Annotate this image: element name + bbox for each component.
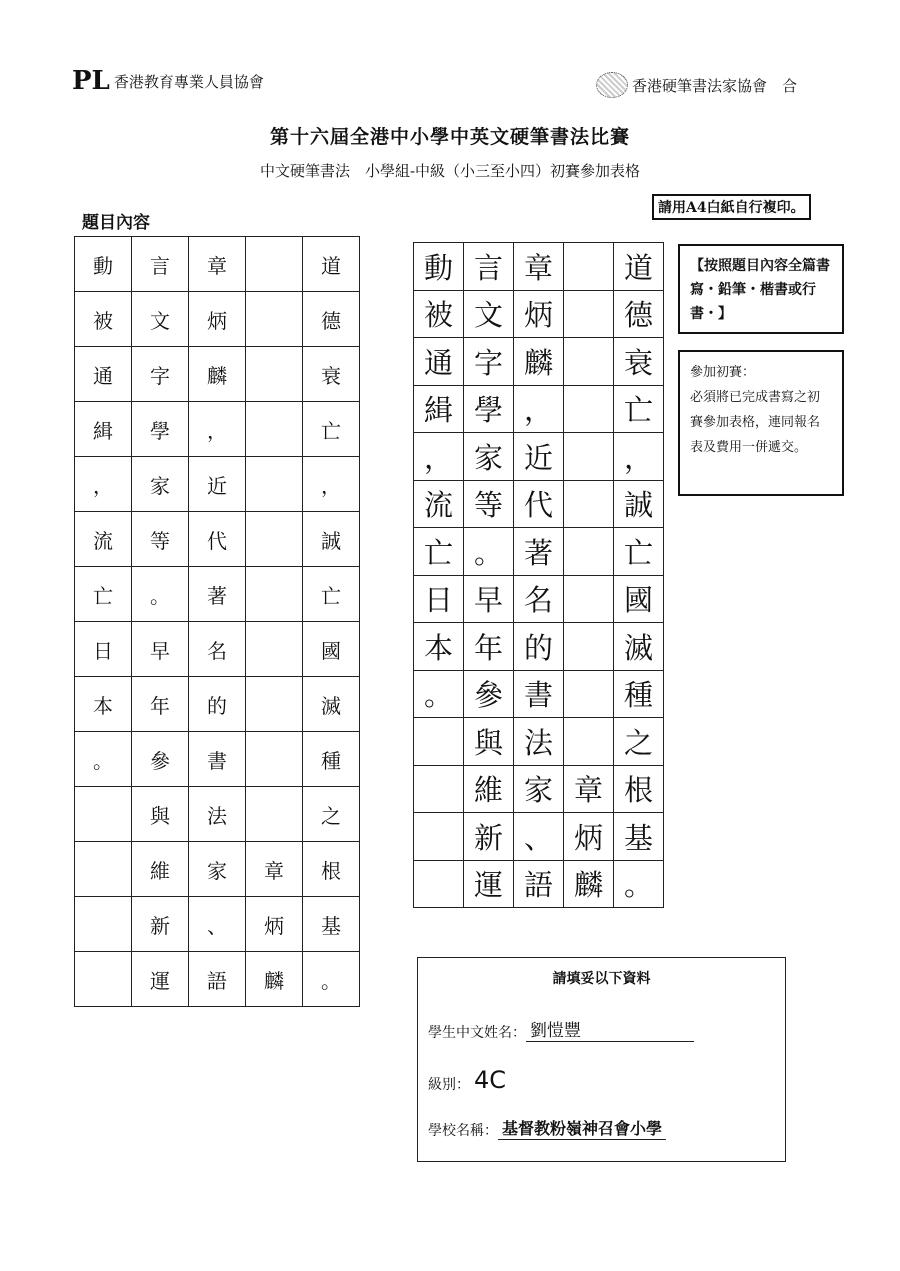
handwriting-grid-cell: 炳 xyxy=(514,290,564,338)
handwriting-grid-cell xyxy=(564,385,614,433)
reference-grid-cell: 法 xyxy=(189,787,246,842)
reference-grid-cell: 亡 xyxy=(303,567,360,622)
reference-grid-cell xyxy=(75,787,132,842)
reference-grid-cell: 代 xyxy=(189,512,246,567)
reference-grid-cell: 字 xyxy=(132,347,189,402)
reference-grid-row xyxy=(75,732,360,787)
reference-grid-cell: 麟 xyxy=(246,952,303,1007)
reference-grid-cell: 近 xyxy=(189,457,246,512)
reference-grid-cell xyxy=(246,677,303,732)
handwriting-grid-row xyxy=(414,765,664,813)
reference-grid-cell: 道 xyxy=(303,237,360,292)
handwriting-grid-cell: ， xyxy=(514,385,564,433)
reference-grid-cell xyxy=(246,292,303,347)
handwriting-grid-cell: 。 xyxy=(414,670,464,718)
reference-grid-cell: ， xyxy=(75,457,132,512)
handwriting-grid-cell: 著 xyxy=(514,528,564,576)
handwriting-grid-cell: 字 xyxy=(464,338,514,386)
handwriting-grid-cell: 種 xyxy=(614,670,664,718)
handwriting-grid-row xyxy=(414,385,664,433)
reference-grid-cell: 章 xyxy=(189,237,246,292)
handwriting-grid-cell: 新 xyxy=(464,813,514,861)
handwriting-grid-cell: 家 xyxy=(464,433,514,481)
reference-grid-cell: 亡 xyxy=(75,567,132,622)
reference-grid-cell: ， xyxy=(303,457,360,512)
handwriting-grid-cell xyxy=(564,243,614,291)
handwriting-grid-cell: 衰 xyxy=(614,338,664,386)
class-field xyxy=(428,1066,536,1094)
reference-grid-cell xyxy=(246,512,303,567)
reference-text-grid xyxy=(74,236,360,1007)
reference-grid-cell: 文 xyxy=(132,292,189,347)
handwriting-grid-cell xyxy=(414,860,464,908)
reference-grid-row xyxy=(75,567,360,622)
handwriting-grid-row xyxy=(414,528,664,576)
reference-grid-cell: 國 xyxy=(303,622,360,677)
entry-instructions-box xyxy=(678,350,844,496)
handwriting-grid-cell: 通 xyxy=(414,338,464,386)
handwriting-grid-cell: 國 xyxy=(614,575,664,623)
handwriting-grid-cell: 早 xyxy=(464,575,514,623)
school-label: 學校名稱： xyxy=(428,1123,498,1139)
name-value[interactable]: 劉愷豐 xyxy=(526,1016,694,1042)
reference-grid-row xyxy=(75,402,360,457)
handwriting-grid-cell: 日 xyxy=(414,575,464,623)
handwriting-grid-cell: 言 xyxy=(464,243,514,291)
handwriting-grid-cell xyxy=(564,338,614,386)
handwriting-grid-cell: 名 xyxy=(514,575,564,623)
pta-logo-icon: PL xyxy=(72,66,110,96)
reference-grid-cell xyxy=(246,237,303,292)
reference-grid-cell: 書 xyxy=(189,732,246,787)
handwriting-grid-cell: 。 xyxy=(614,860,664,908)
handwriting-grid-cell: 亡 xyxy=(414,528,464,576)
reference-grid-cell xyxy=(246,622,303,677)
reference-grid-cell xyxy=(75,897,132,952)
school-field xyxy=(428,1116,666,1140)
reference-grid-cell: 麟 xyxy=(189,347,246,402)
handwriting-grid-cell: 亡 xyxy=(614,385,664,433)
handwriting-grid-cell: 道 xyxy=(614,243,664,291)
reference-grid-cell: 之 xyxy=(303,787,360,842)
school-value[interactable]: 基督教粉嶺神召會小學 xyxy=(498,1116,666,1140)
handwriting-grid-cell: 麟 xyxy=(514,338,564,386)
association-seal-icon xyxy=(596,72,628,98)
handwriting-grid-cell: 的 xyxy=(514,623,564,671)
topic-label: 題目內容 xyxy=(82,213,150,233)
handwriting-grid-cell: 學 xyxy=(464,385,514,433)
reference-grid-cell: 誠 xyxy=(303,512,360,567)
right-org-header xyxy=(596,72,797,98)
handwriting-grid-cell: 滅 xyxy=(614,623,664,671)
reference-grid-cell xyxy=(75,842,132,897)
reference-grid-cell: 語 xyxy=(189,952,246,1007)
reference-grid-cell: 。 xyxy=(132,567,189,622)
handwriting-grid-cell: 、 xyxy=(514,813,564,861)
reference-grid-cell: 通 xyxy=(75,347,132,402)
reference-grid-cell: 與 xyxy=(132,787,189,842)
reference-grid-cell: 年 xyxy=(132,677,189,732)
reference-grid-cell: 德 xyxy=(303,292,360,347)
reference-grid-row xyxy=(75,677,360,732)
left-org-header xyxy=(72,68,264,94)
reference-grid-cell: 被 xyxy=(75,292,132,347)
handwriting-grid-cell: 與 xyxy=(464,718,514,766)
handwriting-grid-cell xyxy=(564,528,614,576)
handwriting-grid-cell xyxy=(414,765,464,813)
handwriting-grid-cell: 基 xyxy=(614,813,664,861)
page-title: 第十六屆全港中小學中英文硬筆書法比賽 xyxy=(269,126,630,148)
reference-grid-cell: 種 xyxy=(303,732,360,787)
handwriting-grid-cell: 等 xyxy=(464,480,514,528)
reference-grid-row xyxy=(75,622,360,677)
reference-grid-cell: 動 xyxy=(75,237,132,292)
handwriting-grid-cell: ， xyxy=(414,433,464,481)
right-org-name: 香港硬筆書法家協會 合 xyxy=(632,76,798,95)
handwriting-grid-cell: 誠 xyxy=(614,480,664,528)
name-label: 學生中文姓名： xyxy=(428,1025,526,1041)
class-value[interactable]: 4C xyxy=(474,1066,507,1094)
handwriting-grid-cell: 代 xyxy=(514,480,564,528)
entry-body: 必須將已完成書寫之初賽參加表格，連同報名表及費用一併遞交。 xyxy=(690,390,821,455)
reference-grid-cell: 維 xyxy=(132,842,189,897)
handwriting-grid-cell: 炳 xyxy=(564,813,614,861)
reference-grid-cell: 新 xyxy=(132,897,189,952)
reference-grid-row xyxy=(75,512,360,567)
handwriting-grid-cell: 語 xyxy=(514,860,564,908)
reference-grid-cell: ， xyxy=(189,402,246,457)
handwriting-grid-cell: 麟 xyxy=(564,860,614,908)
reference-grid-cell: 。 xyxy=(303,952,360,1007)
handwriting-grid-cell: 亡 xyxy=(614,528,664,576)
handwriting-grid-row xyxy=(414,338,664,386)
handwriting-grid-cell: 參 xyxy=(464,670,514,718)
reference-grid-cell xyxy=(75,952,132,1007)
reference-grid-cell: 本 xyxy=(75,677,132,732)
reference-grid-cell: 衰 xyxy=(303,347,360,402)
handwriting-grid-cell: 流 xyxy=(414,480,464,528)
reference-grid-cell: 基 xyxy=(303,897,360,952)
reference-grid-cell: 章 xyxy=(246,842,303,897)
handwriting-grid-cell: 德 xyxy=(614,290,664,338)
handwriting-grid-cell: 書 xyxy=(514,670,564,718)
handwriting-grid-row xyxy=(414,290,664,338)
reference-grid-cell xyxy=(246,457,303,512)
reference-grid-cell: 、 xyxy=(189,897,246,952)
handwriting-grid-row xyxy=(414,243,664,291)
reference-grid-row xyxy=(75,292,360,347)
instruction-box: 【按照題目內容全篇書寫・鉛筆・楷書或行書・】 xyxy=(678,244,844,334)
handwriting-grid-cell: 運 xyxy=(464,860,514,908)
handwriting-grid-cell xyxy=(564,575,614,623)
reference-grid-cell: 炳 xyxy=(246,897,303,952)
handwriting-grid-cell: 動 xyxy=(414,243,464,291)
handwriting-grid-cell: 被 xyxy=(414,290,464,338)
handwriting-grid-cell: 近 xyxy=(514,433,564,481)
info-form-heading: 請填妥以下資料 xyxy=(552,971,651,987)
handwriting-grid-cell xyxy=(564,480,614,528)
reference-grid-cell: 滅 xyxy=(303,677,360,732)
reference-grid-row xyxy=(75,897,360,952)
reference-grid-row xyxy=(75,457,360,512)
handwriting-grid xyxy=(413,242,664,908)
class-label: 級別： xyxy=(428,1077,470,1093)
reference-grid-cell: 炳 xyxy=(189,292,246,347)
handwriting-grid-row xyxy=(414,575,664,623)
reference-grid-cell: 緝 xyxy=(75,402,132,457)
reference-grid-cell: 根 xyxy=(303,842,360,897)
reference-grid-cell xyxy=(246,347,303,402)
reference-grid-cell xyxy=(246,402,303,457)
handwriting-grid-cell xyxy=(564,670,614,718)
handwriting-grid-cell xyxy=(414,813,464,861)
reference-grid-cell: 言 xyxy=(132,237,189,292)
handwriting-grid-cell xyxy=(414,718,464,766)
handwriting-grid-row xyxy=(414,718,664,766)
handwriting-grid-cell xyxy=(564,290,614,338)
handwriting-grid-cell xyxy=(564,433,614,481)
reference-grid-cell: 家 xyxy=(132,457,189,512)
reference-grid-cell xyxy=(246,732,303,787)
handwriting-grid-cell: 章 xyxy=(514,243,564,291)
handwriting-grid-cell xyxy=(564,718,614,766)
handwriting-grid-cell: 章 xyxy=(564,765,614,813)
handwriting-grid-row xyxy=(414,480,664,528)
handwriting-grid-row xyxy=(414,623,664,671)
name-field xyxy=(428,1016,694,1042)
entry-heading: 參加初賽： xyxy=(690,365,756,380)
left-org-name: 香港教育專業人員協會 xyxy=(113,72,264,91)
reference-grid-cell: 亡 xyxy=(303,402,360,457)
handwriting-grid-cell: 根 xyxy=(614,765,664,813)
reference-grid-cell: 著 xyxy=(189,567,246,622)
handwriting-grid-row xyxy=(414,670,664,718)
reference-grid-row xyxy=(75,347,360,402)
handwriting-grid-cell: 法 xyxy=(514,718,564,766)
reference-grid-cell: 等 xyxy=(132,512,189,567)
handwriting-grid-cell: 維 xyxy=(464,765,514,813)
reference-grid-row xyxy=(75,842,360,897)
reference-grid-cell: 學 xyxy=(132,402,189,457)
photocopy-notice: 請用A4白紙自行複印。 xyxy=(652,194,811,220)
handwriting-grid-row xyxy=(414,860,664,908)
reference-grid-cell: 。 xyxy=(75,732,132,787)
page-subtitle: 中文硬筆書法 小學組-中級（小三至小四）初賽參加表格 xyxy=(259,162,641,180)
handwriting-grid-cell: 年 xyxy=(464,623,514,671)
reference-grid-cell: 的 xyxy=(189,677,246,732)
reference-grid-row xyxy=(75,787,360,842)
student-info-form xyxy=(417,957,786,1162)
reference-grid-cell: 參 xyxy=(132,732,189,787)
handwriting-grid-cell: 之 xyxy=(614,718,664,766)
reference-grid-cell: 運 xyxy=(132,952,189,1007)
handwriting-grid-cell: ， xyxy=(614,433,664,481)
handwriting-grid-cell: 緝 xyxy=(414,385,464,433)
reference-grid-cell: 流 xyxy=(75,512,132,567)
handwriting-grid-cell: 。 xyxy=(464,528,514,576)
reference-grid-cell: 日 xyxy=(75,622,132,677)
handwriting-grid-cell xyxy=(564,623,614,671)
reference-grid-cell: 早 xyxy=(132,622,189,677)
reference-grid-cell: 家 xyxy=(189,842,246,897)
handwriting-grid-cell: 文 xyxy=(464,290,514,338)
reference-grid-cell xyxy=(246,567,303,622)
reference-grid-row xyxy=(75,952,360,1007)
handwriting-grid-cell: 家 xyxy=(514,765,564,813)
reference-grid-cell xyxy=(246,787,303,842)
handwriting-grid-row xyxy=(414,433,664,481)
reference-grid-cell: 名 xyxy=(189,622,246,677)
handwriting-grid-row xyxy=(414,813,664,861)
reference-grid-row xyxy=(75,237,360,292)
handwriting-grid-cell: 本 xyxy=(414,623,464,671)
